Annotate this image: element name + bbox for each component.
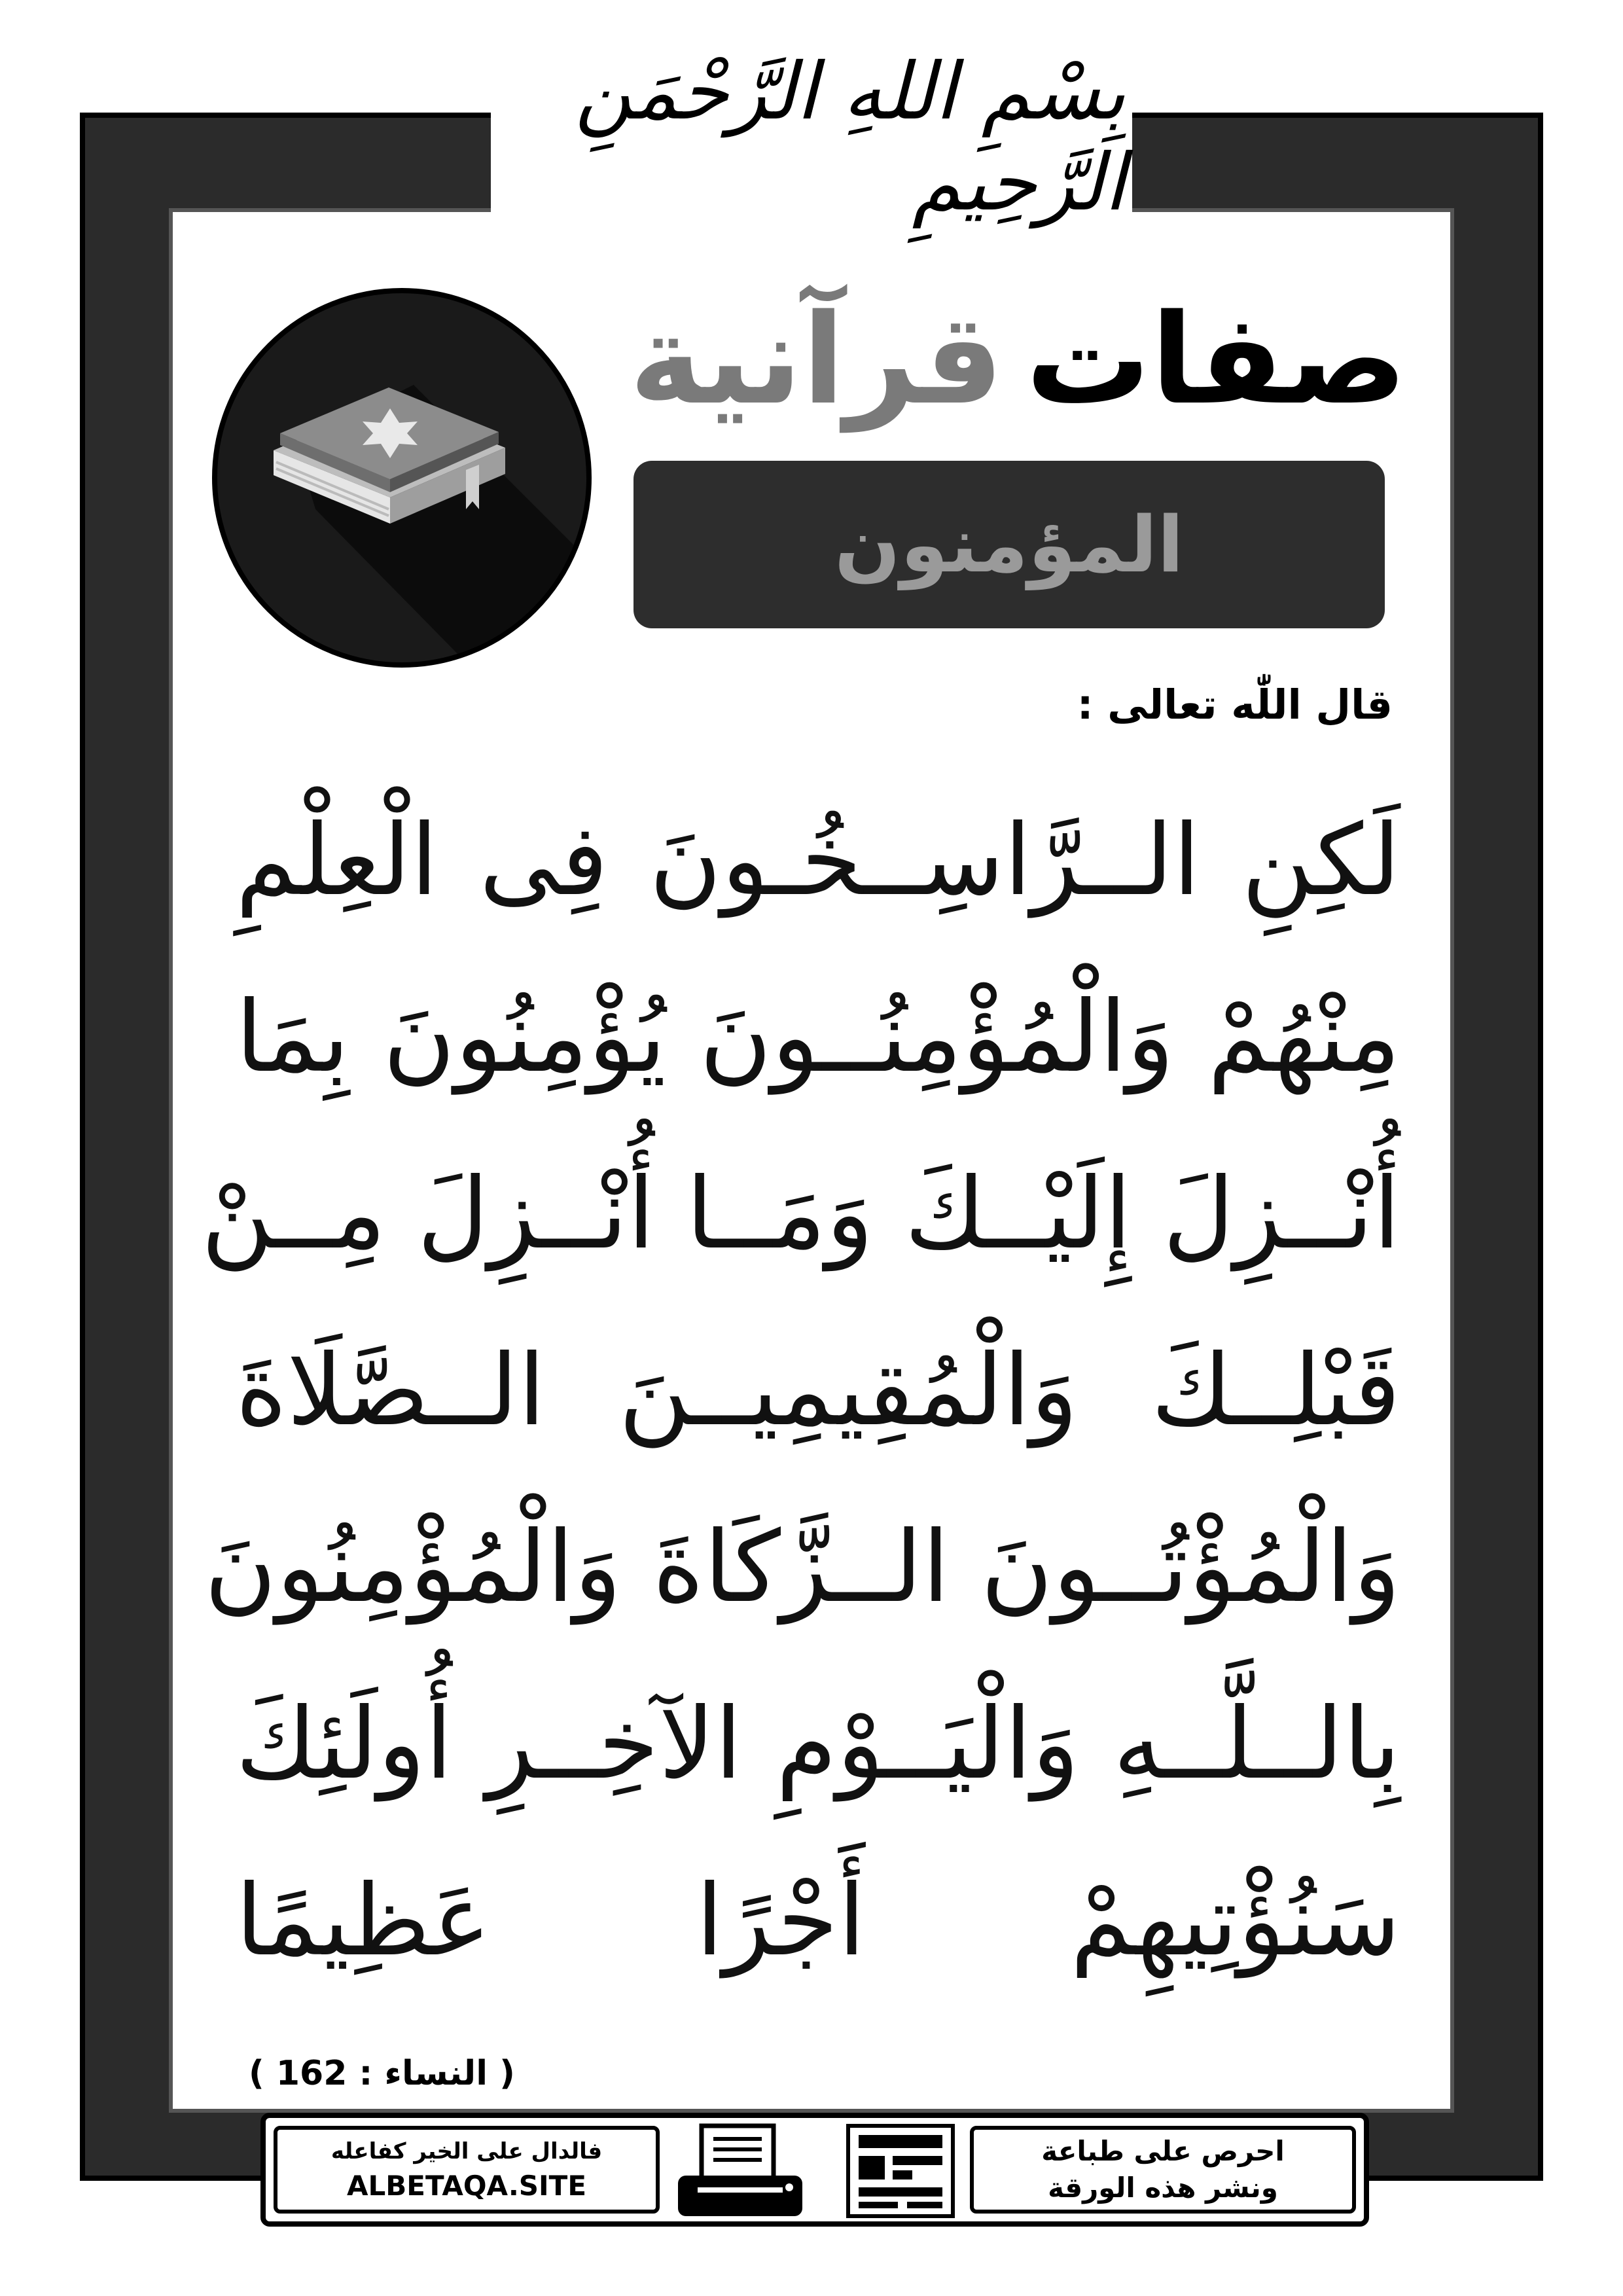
book-icon	[212, 288, 592, 668]
footer-call-to-action	[970, 2126, 1356, 2214]
verse-line: لَكِنِ الــرَّاسِــخُـونَ فِى الْعِلْمِ	[236, 804, 1400, 918]
verse-reference: ( النساء : 162 )	[249, 2054, 515, 2093]
subtitle-banner	[633, 461, 1385, 628]
bismillah-calligraphy	[497, 46, 1126, 228]
cta-line-2: ونشر هذه الورقة	[1048, 2172, 1278, 2204]
quran-verse	[201, 772, 1400, 2003]
printer-icon	[671, 2122, 809, 2220]
subtitle: المؤمنون	[834, 499, 1184, 590]
footer-slogan: فالدال على الخير كفاعله	[330, 2138, 603, 2164]
verse-line: بِالــلَّــهِ وَالْيَــوْمِ الآخِــرِ أُولَئِكَ	[236, 1687, 1400, 1801]
footer-website-box	[274, 2126, 660, 2214]
title-word-2: قرآنية	[629, 287, 1004, 432]
website-link[interactable]: ALBETAQA.SITE	[346, 2169, 587, 2202]
verse-line: وَالْمُؤْتُــونَ الــزَّكَاةَ وَالْمُؤْمِنُونَ	[204, 1511, 1400, 1624]
verse-line: أُنْــزِلَ إِلَيْــكَ وَمَــا أُنْــزِلَ مِــنْ	[201, 1157, 1400, 1271]
bismillah-text: بِسْمِ اللهِ الرَّحْمَنِ الرَّحِيمِ	[575, 46, 1126, 228]
logo-icon	[835, 2122, 966, 2220]
cta-line-1: احرص على طباعة	[1041, 2135, 1285, 2167]
footer-bar	[260, 2113, 1369, 2227]
page-title	[630, 288, 1407, 432]
verse-line: سَنُؤْتِيهِمْ أَجْرًا عَظِيمًا	[236, 1864, 1400, 1978]
verse-line: مِنْهُمْ وَالْمُؤْمِنُــونَ يُؤْمِنُونَ بِمَا	[236, 980, 1400, 1094]
title-word-1: صفات	[1026, 287, 1407, 432]
verse-line: قَبْلِــكَ وَالْمُقِيمِيــنَ الــصَّلَاةَ	[236, 1334, 1400, 1448]
verse-intro: قال اللّٰه تعالى :	[1077, 681, 1393, 728]
